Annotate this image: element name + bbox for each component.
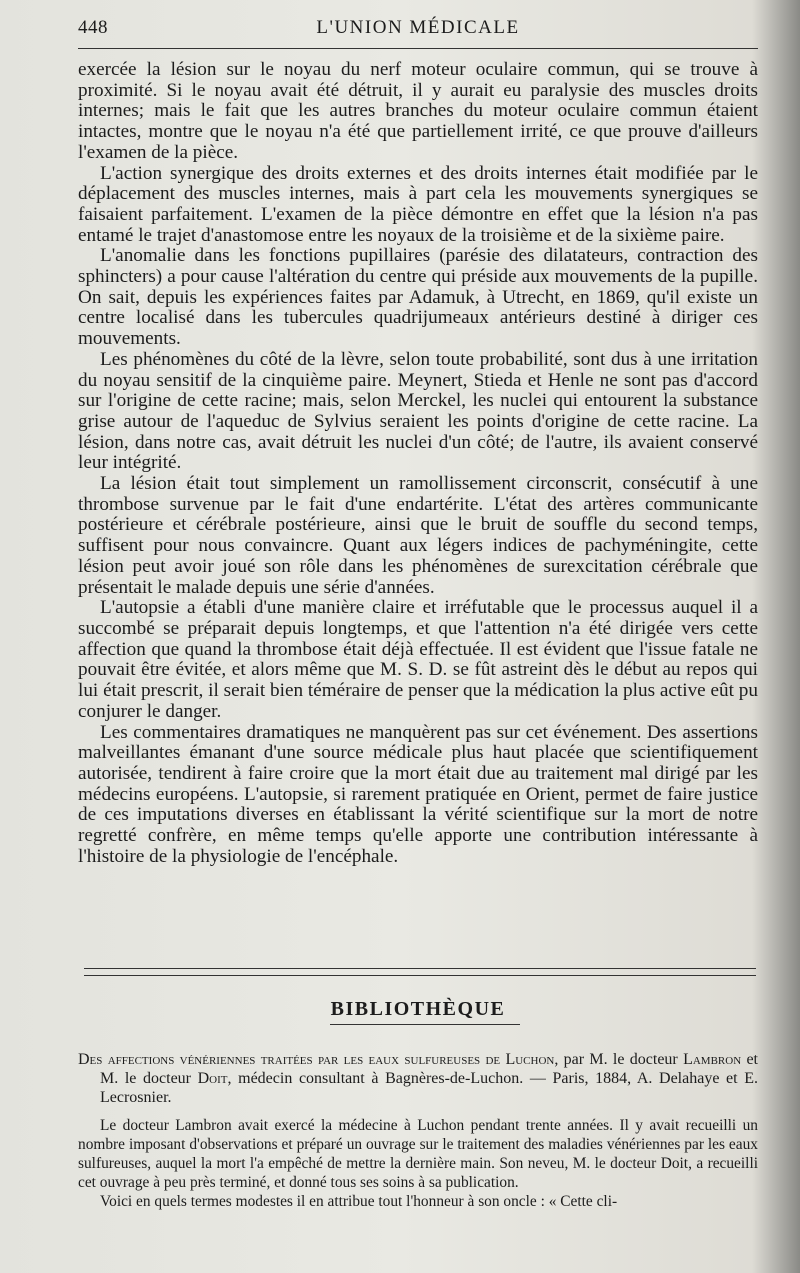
book-review [78,1116,758,1211]
paragraph: La lésion était tout simplement un ramollissement circonscrit, consécutif à une thrombose survenue par le fait d'une endartérite. L'état des artères communicante postérieure et cérébrale postérieure, ainsi que le bruit de souffle du second temps, suffisent pour nous convaincre. Quant aux légers indices de pachyméningite, cette lésion peut avoir joué son rôle dans les phénomènes de surexcitation cérébrale que présentait le malade depuis une série d'années. [78,473,758,598]
review-paragraph: Voici en quels termes modestes il en attribue tout l'honneur à son oncle : « Cette cli- [100,1193,618,1210]
citation-text: et M. le docteur [100,1051,758,1087]
paragraph: L'autopsie a établi d'une manière claire et irréfutable que le processus auquel il a succombé se préparait depuis longtemps, et que l'attention n'a été dirigée vers cette affection que quand la thrombose était déjà effectuée. Il est évident que l'issue fatale ne pouvait être évitée, et alors même que M. S. D. se fût astreint dès le début au repos qui lui était prescrit, il serait bien téméraire de penser que la médication la plus active eût pu conjurer le danger. [78,597,758,722]
paragraph: L'anomalie dans les fonctions pupillaires (parésie des dilatateurs, contraction des sphincters) a pour cause l'altération du centre qui préside aux mouvements de la pupille. On sait, depuis les expériences faites par Adamuk, à Utrecht, en 1869, qu'il existe un centre localisé dans les tubercules quadrijumeaux antérieurs destiné à diriger ces mouvements. [78,245,758,350]
title-rule [330,1024,520,1025]
book-title: Des affections vénériennes traitées par les eaux sulfureuses de Luchon, [78,1051,559,1068]
paragraph: exercée la lésion sur le noyau du nerf moteur oculaire commun, qui se trouve à proximité. Si le noyau avait été détruit, il y aurait eu paralysie des muscles droits internes; mais le fait que les autres branches du moteur oculaire commun étaient intactes, montre que le noyau n'a été que partiellement irrité, ce que prouve d'ailleurs l'examen de la pièce. [78,59,758,163]
review-paragraph: Le docteur Lambron avait exercé la médecine à Luchon pendant trente années. Il y avait recueilli un nombre imposant d'observations et préparé un ouvrage sur le traitement des maladies vénériennes par les eaux sulfureuses, auquel la mort l'a empêché de mettre la dernière main. Son neveu, M. le docteur Doit, a recueilli cet ouvrage à peu près terminé, et donné tous ses soins à sa publication. [78,1117,758,1191]
citation-text: par M. le docteur [558,1051,684,1068]
page-header [78,14,758,44]
author-name: Lambron [683,1051,742,1068]
paragraph: L'action synergique des droits externes et des droits internes était modifiée par le déplacement des muscles internes, mais à part cela les mouvements synergiques se faisaient parfaitement. L'examen de la pièce démontre en effet que la lésion n'a pas entamé le trajet d'anastomose entre les noyaux de la troisième et de la sixième paire. [78,162,758,246]
citation-text: , médecin consultant à Bagnères-de-Luchon. — Paris, 1884, A. Delahaye et E. Lecrosnier. [100,1070,759,1106]
paragraph: Les commentaires dramatiques ne manquèrent pas sur cet événement. Des assertions malveillantes émanant d'une source médicale plus haut placée que scientifiquement autorisée, tendirent à faire croire que la mort était due au traitement mal dirigé par les médecins européens. L'autopsie, si rarement pratiquée en Orient, permet de faire justice de ces imputations diverses en établissant la vérité scientifique sur la mort de notre regretté confrère, en même temps qu'elle apporte une contribution intéressante à l'histoire de la physiologie de l'encéphale. [78,721,758,867]
running-title: L'UNION MÉDICALE [316,17,520,38]
section-title: BIBLIOTHÈQUE [330,998,506,1020]
author-name: Doit [197,1070,228,1087]
book-citation [78,1050,758,1107]
header-rule [78,48,758,49]
section-divider [84,968,756,976]
main-text [78,60,758,867]
paragraph: Les phénomènes du côté de la lèvre, selon toute probabilité, sont dus à une irritation du noyau sensitif de la cinquième paire. Meynert, Stieda et Henle ne sont pas d'accord sur l'origine de cette racine; mais, selon Merckel, les nuclei qui entourent la substance grise autour de l'aqueduc de Sylvius seraient les points d'origine de cette racine. La lésion, dans notre cas, avait détruit les nuclei d'un côté; de l'autre, ils avaient conservé leur intégrité. [78,348,758,474]
page-number: 448 [78,17,108,38]
